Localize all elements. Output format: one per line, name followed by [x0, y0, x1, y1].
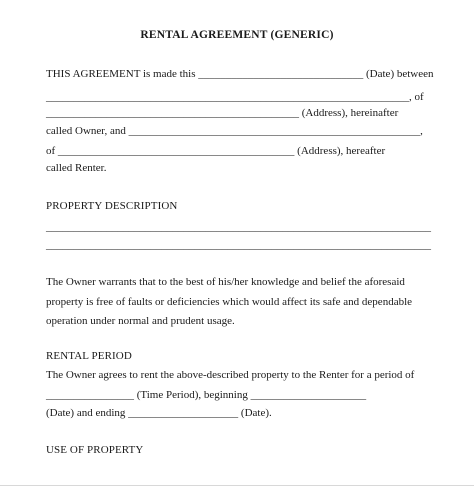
warranty-paragraph-line-3: operation under normal and prudent usage. — [46, 315, 235, 327]
use-of-property-heading: USE OF PROPERTY — [46, 444, 144, 456]
rental-period-line-3: (Date) and ending ____________________ (Date). — [46, 407, 272, 419]
property-blank-line-2: ______________________________________________________________________ — [46, 239, 431, 251]
property-blank-line-1: ______________________________________________________________________ — [46, 221, 431, 233]
agreement-line-1: THIS AGREEMENT is made this ______________________________ (Date) between — [46, 68, 434, 80]
warranty-paragraph-line-1: The Owner warrants that to the best of his/her knowledge and belief the aforesaid — [46, 276, 405, 288]
agreement-line-5: of ___________________________________________ (Address), hereafter — [46, 145, 386, 157]
rental-period-line-1: The Owner agrees to rent the above-described property to the Renter for a period of — [46, 369, 415, 381]
document-title: RENTAL AGREEMENT (GENERIC) — [140, 29, 334, 41]
rental-period-line-2: ________________ (Time Period), beginning _____________________ — [46, 389, 367, 401]
warranty-paragraph-line-2: property is free of faults or deficiencies which would affect its safe and dependable — [46, 296, 413, 308]
agreement-line-3: ______________________________________________ (Address), hereinafter — [46, 107, 399, 119]
rental-period-heading: RENTAL PERIOD — [46, 350, 132, 362]
agreement-line-4: called Owner, and _____________________________________________________, — [46, 125, 423, 137]
agreement-line-6: called Renter. — [46, 162, 107, 174]
agreement-line-2: __________________________________________________________________, of — [46, 91, 424, 103]
property-description-heading: PROPERTY DESCRIPTION — [46, 200, 178, 212]
